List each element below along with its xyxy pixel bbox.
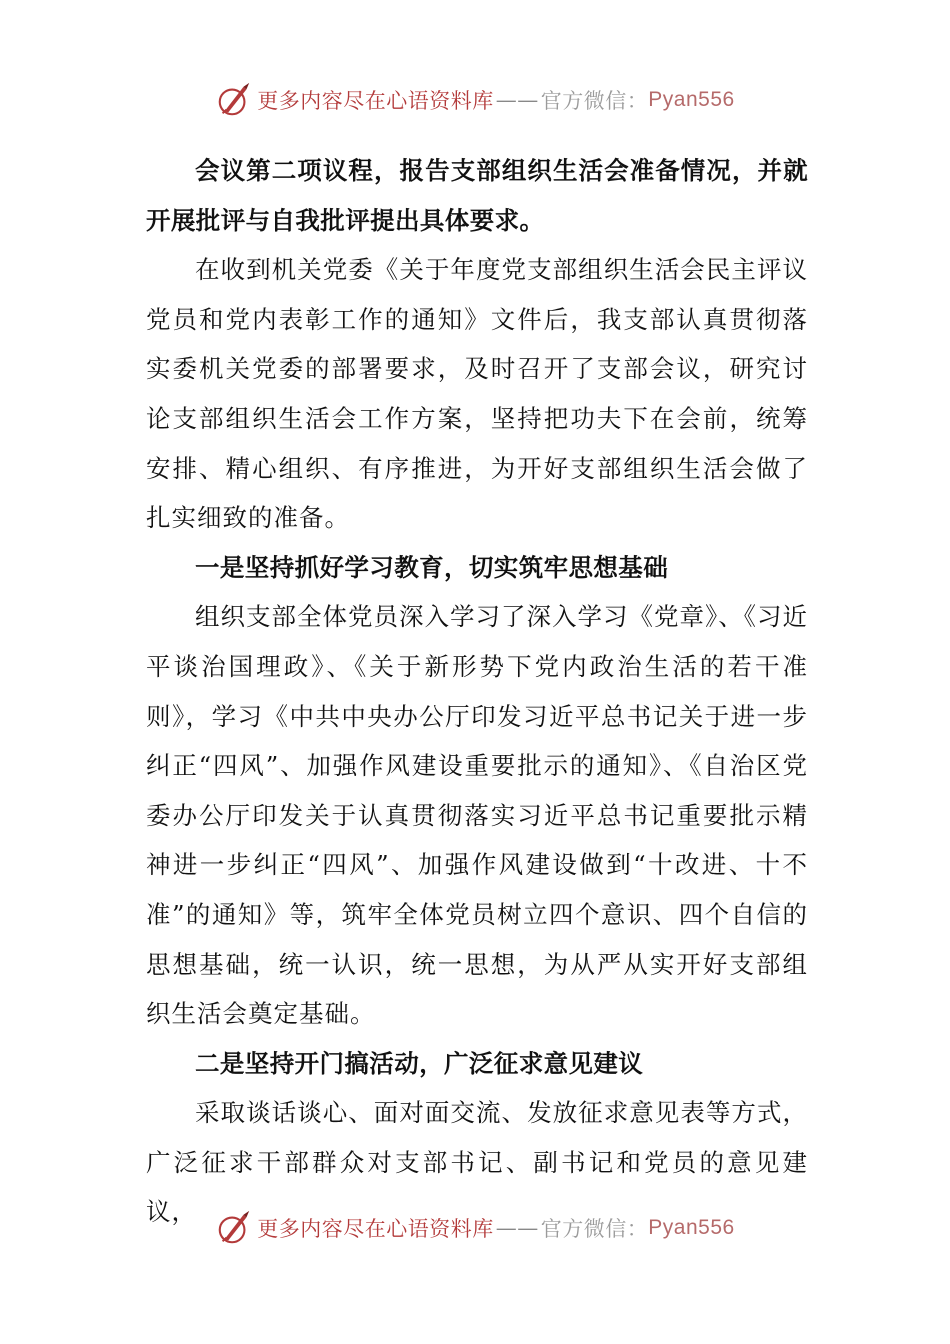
wechat-label: 官方微信：	[540, 89, 649, 113]
document-body	[146, 146, 808, 1237]
wechat-id: Pyan556	[648, 1216, 735, 1239]
paragraph: 会议第二项议程，报告支部组织生活会准备情况，并就开展批评与自我批评提出具体要求。	[146, 156, 808, 235]
site-name: 更多内容尽在心语资料库	[257, 89, 494, 113]
wechat-id: Pyan556	[648, 88, 735, 111]
banner-dash: ——	[495, 1216, 539, 1240]
paragraph: 在收到机关党委《关于年度党支部组织生活会民主评议党员和党内表彰工作的通知》文件后，我支部认真贯彻落实委机关党委的部署要求，及时召开了支部会议，研究讨论支部组织生活会工作方案，坚持把功夫下在会前，统筹安排、精心组织、有序推进，为开好支部组织生活会做了扎实细致的准备。	[146, 255, 808, 533]
paragraph: 组织支部全体党员深入学习了深入学习《党章》、《习近平谈治国理政》、《关于新形势下党内政治生活的若干准则》，学习《中共中央办公厅印发习近平总书记关于进一步纠正“四风”、加强作风建设重要批示的通知》、《自治区党委办公厅印发关于认真贯彻落实习近平总书记重要批示精神进一步纠正“四风”、加强作风建设做到“十改进、十不准”的通知》等，筑牢全体党员树立四个意识、四个自信的思想基础，统一认识，统一思想，为从严从实开好支部组织生活会奠定基础。	[146, 602, 808, 1029]
paragraph: 二是坚持开门搞活动，广泛征求意见建议	[195, 1048, 644, 1078]
wechat-label: 官方微信：	[540, 1217, 649, 1241]
quill-logo-icon	[215, 1209, 253, 1247]
banner-dash: ——	[495, 88, 539, 112]
header-banner	[0, 80, 950, 120]
paragraph: 一是坚持抓好学习教育，切实筑牢思想基础	[195, 552, 669, 582]
quill-logo-icon	[215, 81, 253, 119]
paragraph: 采取谈话谈心、面对面交流、发放征求意见表等方式，广泛征求干部群众对支部书记、副书记和党员的意见建议，	[146, 1098, 808, 1227]
footer-banner	[0, 1208, 950, 1248]
site-name: 更多内容尽在心语资料库	[257, 1217, 494, 1241]
